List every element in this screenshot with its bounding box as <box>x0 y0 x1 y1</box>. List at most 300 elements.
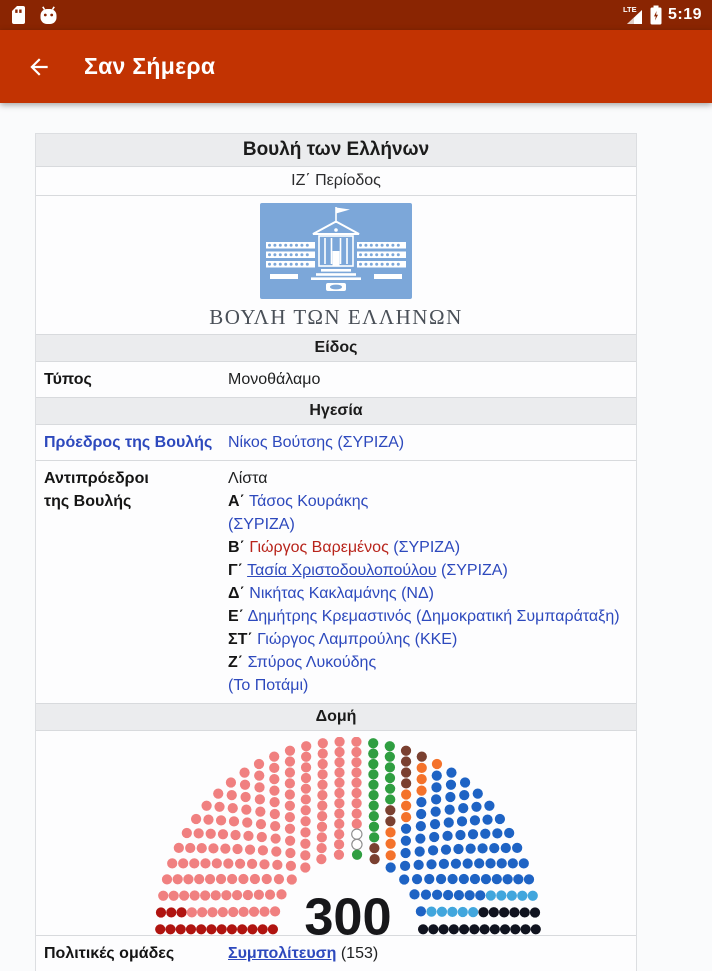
seat-dot-dark-red <box>196 924 206 934</box>
president-label-link[interactable]: Πρόεδρος της Βουλής <box>44 434 213 451</box>
seat-dot-salmon <box>243 890 253 900</box>
seat-dot-salmon <box>221 890 231 900</box>
seat-dot-salmon <box>334 839 344 849</box>
seat-dot-salmon <box>197 843 207 853</box>
seat-dot-salmon <box>211 890 221 900</box>
seat-dot-blue <box>482 814 492 824</box>
seat-dot-salmon <box>235 859 245 869</box>
seat-dot-blue <box>431 782 441 792</box>
seat-dot-dark-red <box>156 907 166 917</box>
seat-dot-black <box>438 924 448 934</box>
seat-dot-dark-red <box>217 924 227 934</box>
seat-dot-salmon <box>179 891 189 901</box>
vp-party-link[interactable]: (Το Ποτάμι) <box>228 677 309 694</box>
type-label: Τύπος <box>44 371 92 388</box>
seat-dot-orange <box>385 839 395 849</box>
android-head-icon <box>39 6 58 25</box>
infobox-title: Βουλή των Ελλήνων <box>36 134 636 166</box>
seat-dot-blue <box>412 874 422 884</box>
vp-name-link[interactable]: Τασία Χριστοδουλοπούλου <box>247 562 437 579</box>
seat-dot-salmon <box>351 778 361 788</box>
seat-dot-blue <box>421 889 431 899</box>
seat-dot-salmon <box>227 790 237 800</box>
seat-dot-brown <box>385 816 395 826</box>
seat-dot-blue <box>409 889 419 899</box>
seat-dot-salmon <box>285 746 295 756</box>
seat-dot-salmon <box>285 767 295 777</box>
vp-name-link[interactable]: Γιώργος Βαρεμένος <box>249 539 389 556</box>
seat-dot-green <box>385 773 395 783</box>
seat-dot-salmon <box>351 798 361 808</box>
seat-dot-orange <box>417 763 427 773</box>
seat-dot-blue <box>455 830 465 840</box>
seat-dot-blue <box>416 821 426 831</box>
parliament-diagram <box>143 737 553 935</box>
seat-dot-blue <box>459 790 469 800</box>
seat-dot-blue <box>471 802 481 812</box>
seat-dot-blue <box>400 861 410 871</box>
seat-dot-salmon <box>240 780 250 790</box>
seat-dot-blue <box>447 874 457 884</box>
seat-dot-salmon <box>185 843 195 853</box>
seat-dot-salmon <box>270 821 280 831</box>
seat-dot-salmon <box>317 780 327 790</box>
seat-dot-salmon <box>334 757 344 767</box>
seat-dot-salmon <box>317 790 327 800</box>
vp-item: ΣΤ΄ Γιώργος Λαμπρούλης (ΚΚΕ) <box>228 631 458 648</box>
seat-dot-salmon <box>285 848 295 858</box>
seat-dot-salmon <box>182 828 192 838</box>
vp-name-link[interactable]: Δημήτρης Κρεμαστινός <box>247 608 412 625</box>
seat-dot-green <box>385 762 395 772</box>
seat-dot-brown <box>417 752 427 762</box>
battery-charging-icon <box>650 5 662 25</box>
vp-item: Β΄ Γιώργος Βαρεμένος (ΣΥΡΙΖΑ) <box>228 539 461 556</box>
seat-dot-blue <box>458 803 468 813</box>
president-row <box>36 424 636 460</box>
vp-name-link[interactable]: Νικήτας Κακλαμάνης <box>249 585 397 602</box>
seat-dot-dark-red <box>268 924 278 934</box>
seat-dot-salmon <box>238 907 248 917</box>
seat-dot-brown <box>401 767 411 777</box>
seat-dot-salmon <box>242 817 252 827</box>
seat-dot-blue <box>416 809 426 819</box>
seat-dot-salmon <box>218 907 228 917</box>
seat-dot-salmon <box>301 741 311 751</box>
seat-dot-salmon <box>317 822 327 832</box>
seat-dot-green <box>368 738 378 748</box>
type-value: Μονοθάλαμο <box>228 371 321 388</box>
seat-dot-salmon <box>334 788 344 798</box>
seat-dot-salmon <box>189 858 199 868</box>
seat-dot-salmon <box>257 832 267 842</box>
seat-dot-brown <box>401 778 411 788</box>
seat-dot-blue <box>436 874 446 884</box>
president-name-link[interactable]: Νίκος Βούτσης <box>228 434 333 451</box>
seat-dot-salmon <box>226 777 236 787</box>
seat-dot-blue <box>415 846 425 856</box>
seat-dot-salmon <box>272 860 282 870</box>
seat-dot-green <box>369 801 379 811</box>
seat-dot-salmon <box>318 738 328 748</box>
seat-dot-blue <box>513 874 523 884</box>
seat-dot-orange <box>401 812 411 822</box>
vp-item-party-line <box>228 674 632 697</box>
seat-dot-black <box>478 907 488 917</box>
seat-dot-dark-red <box>237 924 247 934</box>
seat-dot-green <box>369 822 379 832</box>
seat-dot-dark-red <box>186 924 196 934</box>
seat-dot-white <box>352 839 362 849</box>
seat-dot-salmon <box>317 832 327 842</box>
seat-dot-salmon <box>200 890 210 900</box>
signal-triangle-icon <box>622 4 644 26</box>
status-bar <box>0 0 712 30</box>
seat-dot-salmon <box>183 874 193 884</box>
seat-dot-salmon <box>285 812 295 822</box>
seat-dot-blue <box>442 831 452 841</box>
seat-dot-light-blue <box>496 890 506 900</box>
seat-dot-salmon <box>174 843 184 853</box>
seat-dot-salmon <box>334 850 344 860</box>
seat-dot-salmon <box>318 748 328 758</box>
seat-dot-blue <box>444 817 454 827</box>
seat-dot-salmon <box>212 858 222 868</box>
total-seats-label: 300 <box>304 888 392 935</box>
seat-dot-salmon <box>351 788 361 798</box>
seat-dot-blue <box>512 843 522 853</box>
seat-dot-blue <box>459 874 469 884</box>
seat-dot-salmon <box>259 859 269 869</box>
clock: 5:19 <box>667 6 702 23</box>
seat-dot-salmon <box>247 859 257 869</box>
section-header-domi: Δομή <box>36 703 636 730</box>
seat-dot-salmon <box>241 805 251 815</box>
seat-dot-blue <box>415 833 425 843</box>
seat-dot-blue <box>432 770 442 780</box>
seat-dot-blue <box>443 890 453 900</box>
seat-dot-blue <box>481 874 491 884</box>
seat-dot-blue <box>466 844 476 854</box>
seat-dot-salmon <box>216 815 226 825</box>
seat-dot-salmon <box>229 816 239 826</box>
seat-dot-salmon <box>269 785 279 795</box>
seat-dot-blue <box>446 767 456 777</box>
vp-item: Ε΄ Δημήτρης Κρεμαστινός (Δημοκρατική Συμπαράταξη) <box>228 608 620 625</box>
seat-dot-salmon <box>301 794 311 804</box>
logo-caption: ΒΟΥΛΗ ΤΩΝ ΕΛΛΗΝΩΝ <box>209 305 463 329</box>
diagram-cell <box>36 730 636 935</box>
seat-dot-blue <box>426 859 436 869</box>
seat-dot-orange <box>386 850 396 860</box>
vp-item-party-line <box>228 513 632 536</box>
seat-dot-blue <box>508 858 518 868</box>
seat-dot-salmon <box>208 843 218 853</box>
seat-dot-dark-red <box>155 924 165 934</box>
seat-dot-salmon <box>194 828 204 838</box>
seat-dot-salmon <box>285 801 295 811</box>
article-content <box>0 103 712 971</box>
seat-dot-black <box>489 907 499 917</box>
seat-dot-dark-red <box>176 924 186 934</box>
seat-dot-blue <box>416 906 426 916</box>
seat-dot-brown <box>401 756 411 766</box>
seat-dot-blue <box>428 845 438 855</box>
seat-dot-salmon <box>334 829 344 839</box>
seat-dot-green <box>368 780 378 790</box>
seat-dot-salmon <box>271 846 281 856</box>
seat-dot-blue <box>485 858 495 868</box>
seat-dot-blue <box>453 844 463 854</box>
seat-dot-salmon <box>228 803 238 813</box>
seat-dot-green <box>369 832 379 842</box>
logo-cell <box>36 195 636 334</box>
seat-dot-salmon <box>300 827 310 837</box>
seat-dot-salmon <box>285 789 295 799</box>
seat-dot-salmon <box>269 774 279 784</box>
seat-dot-salmon <box>249 907 259 917</box>
seat-dot-salmon <box>243 831 253 841</box>
president-party-link[interactable]: (ΣΥΡΙΖΑ) <box>337 434 405 451</box>
seat-dot-green <box>385 784 395 794</box>
seat-dot-blue <box>430 819 440 829</box>
seat-dot-black <box>510 924 520 934</box>
seat-dot-salmon <box>300 862 310 872</box>
seat-dot-salmon <box>190 890 200 900</box>
seat-dot-green <box>368 790 378 800</box>
seat-dot-salmon <box>317 811 327 821</box>
seat-dot-salmon <box>300 816 310 826</box>
seat-dot-blue <box>465 890 475 900</box>
seat-dot-green <box>385 794 395 804</box>
seat-dot-salmon <box>270 809 280 819</box>
seat-dot-blue <box>463 858 473 868</box>
app-bar <box>0 30 712 103</box>
seat-dot-blue <box>475 890 485 900</box>
seat-dot-dark-red <box>176 907 186 917</box>
seat-dot-salmon <box>300 839 310 849</box>
seat-dot-blue <box>400 848 410 858</box>
seat-dot-salmon <box>285 824 295 834</box>
coalition-seat-count: (153) <box>340 945 379 962</box>
vp-item: Δ΄ Νικήτας Κακλαμάνης (ΝΔ) <box>228 585 434 602</box>
seat-dot-black <box>469 924 479 934</box>
political-groups-label: Πολιτικές ομάδες <box>44 945 175 962</box>
seat-dot-blue <box>497 858 507 868</box>
seat-dot-salmon <box>285 778 295 788</box>
seat-dot-salmon <box>254 782 264 792</box>
seat-dot-salmon <box>238 874 248 884</box>
seat-dot-salmon <box>301 784 311 794</box>
seat-dot-salmon <box>259 906 269 916</box>
seat-dot-salmon <box>269 763 279 773</box>
seat-dot-orange <box>416 785 426 795</box>
seat-dot-green <box>368 769 378 779</box>
seat-dot-salmon <box>256 819 266 829</box>
seat-dot-salmon <box>205 874 215 884</box>
seat-dot-black <box>520 907 530 917</box>
coalition-link[interactable]: Συμπολίτευση <box>228 945 337 962</box>
vp-name-link[interactable]: Γιώργος Λαμπρούλης <box>257 631 411 648</box>
seat-dot-blue <box>454 890 464 900</box>
seat-dot-blue <box>480 829 490 839</box>
seat-dot-blue <box>495 814 505 824</box>
seat-dot-orange <box>432 759 442 769</box>
seat-dot-salmon <box>178 858 188 868</box>
seat-dot-salmon <box>334 778 344 788</box>
seat-dot-salmon <box>158 891 168 901</box>
seat-dot-blue <box>489 843 499 853</box>
seat-dot-brown <box>369 843 379 853</box>
vp-party-link[interactable]: (ΝΔ) <box>401 585 434 602</box>
vp-item: Α΄ Τάσος Κουράκης <box>228 493 369 510</box>
seat-dot-salmon <box>351 757 361 767</box>
seat-dot-salmon <box>334 819 344 829</box>
seat-dot-salmon <box>351 737 361 747</box>
seat-dot-blue <box>439 859 449 869</box>
seat-dot-black <box>479 924 489 934</box>
seat-dot-blue <box>492 828 502 838</box>
seat-dot-salmon <box>352 808 362 818</box>
seat-dot-salmon <box>230 830 240 840</box>
seat-dot-salmon <box>285 836 295 846</box>
seat-dot-black <box>509 907 519 917</box>
seat-dot-dark-red <box>206 924 216 934</box>
seat-dot-salmon <box>169 891 179 901</box>
vp-list-label: Λίστα <box>228 470 268 487</box>
seat-dot-green <box>368 748 378 758</box>
notification-icons <box>10 5 58 25</box>
seat-dot-salmon <box>200 858 210 868</box>
seat-dot-blue <box>477 843 487 853</box>
seat-dot-salmon <box>187 907 197 917</box>
seat-dot-black <box>530 907 540 917</box>
seat-dot-black <box>418 924 428 934</box>
seat-dot-black <box>500 924 510 934</box>
seat-dot-salmon <box>239 767 249 777</box>
seat-dot-salmon <box>258 845 268 855</box>
sim-card-icon <box>10 5 27 25</box>
seat-dot-blue <box>474 858 484 868</box>
seat-dot-light-blue <box>447 907 457 917</box>
seat-dot-blue <box>446 780 456 790</box>
seat-dot-salmon <box>218 829 228 839</box>
vice-presidents-list <box>228 467 632 697</box>
seat-dot-salmon <box>271 833 281 843</box>
seat-dot-blue <box>416 797 426 807</box>
seat-dot-dark-red <box>166 907 176 917</box>
seat-dot-salmon <box>216 874 226 884</box>
seat-dot-salmon <box>301 805 311 815</box>
seat-dot-salmon <box>167 858 177 868</box>
seat-dot-green <box>385 752 395 762</box>
seat-dot-blue <box>504 828 514 838</box>
seat-dot-blue <box>502 874 512 884</box>
seat-dot-blue <box>445 805 455 815</box>
parliament-building-icon <box>260 203 412 299</box>
seat-dot-green <box>352 850 362 860</box>
seat-dot-salmon <box>254 770 264 780</box>
seat-dot-blue <box>470 874 480 884</box>
vp-party-link[interactable]: (ΚΚΕ) <box>414 631 458 648</box>
vp-name-link[interactable]: Τάσος Κουράκης <box>249 493 369 510</box>
seat-dot-blue <box>468 829 478 839</box>
seat-dot-salmon <box>201 801 211 811</box>
seat-dot-dark-red <box>247 924 257 934</box>
seat-dot-salmon <box>318 759 328 769</box>
seat-dot-green <box>385 741 395 751</box>
seat-dot-salmon <box>223 858 233 868</box>
seat-dot-salmon <box>228 907 238 917</box>
seat-dot-salmon <box>214 802 224 812</box>
seat-dot-brown <box>370 854 380 864</box>
seat-dot-salmon <box>286 861 296 871</box>
seat-dot-salmon <box>276 889 286 899</box>
seat-dot-salmon <box>316 854 326 864</box>
vp-party-link[interactable]: (Δημοκρατική Συμπαράταξη) <box>415 608 620 625</box>
seat-dot-salmon <box>250 874 260 884</box>
seat-dot-salmon <box>285 756 295 766</box>
seat-dot-white <box>352 829 362 839</box>
seat-dot-salmon <box>240 792 250 802</box>
seat-dot-blue <box>470 815 480 825</box>
seat-dot-salmon <box>351 747 361 757</box>
seat-dot-light-blue <box>468 907 478 917</box>
vp-name-link[interactable]: Σπύρος Λυκούδης <box>247 654 377 671</box>
arrow-left-icon <box>26 54 52 80</box>
seat-dot-salmon <box>269 797 279 807</box>
seat-dot-salmon <box>197 907 207 917</box>
vp-party-link[interactable]: (ΣΥΡΙΖΑ) <box>441 562 508 579</box>
seat-dot-salmon <box>301 762 311 772</box>
seat-dot-light-blue <box>426 906 436 916</box>
seat-dot-light-blue <box>486 890 496 900</box>
seat-dot-brown <box>385 805 395 815</box>
political-groups-row <box>36 935 636 971</box>
seat-dot-blue <box>445 792 455 802</box>
type-row <box>36 361 636 397</box>
seat-dot-orange <box>385 827 395 837</box>
seat-dot-salmon <box>265 889 275 899</box>
seat-dot-blue <box>460 777 470 787</box>
seat-dot-light-blue <box>517 891 527 901</box>
vp-party-link[interactable]: (ΣΥΡΙΖΑ) <box>228 516 295 533</box>
seat-dot-blue <box>429 832 439 842</box>
seat-dot-salmon <box>162 874 172 884</box>
seat-dot-dark-red <box>227 924 237 934</box>
seat-dot-blue <box>414 860 424 870</box>
seat-dot-dark-red <box>165 924 175 934</box>
back-button[interactable] <box>22 50 56 84</box>
seat-dot-blue <box>401 824 411 834</box>
vice-presidents-row <box>36 460 636 703</box>
infobox <box>35 133 637 971</box>
vp-party-link[interactable]: (ΣΥΡΙΖΑ) <box>393 539 461 556</box>
seat-dot-blue <box>431 806 441 816</box>
vice-presidents-label: Αντιπρόεδροι της Βουλής <box>44 470 149 510</box>
seat-dot-salmon <box>287 874 297 884</box>
seat-dot-salmon <box>173 874 183 884</box>
seat-dot-salmon <box>262 874 272 884</box>
seat-dot-salmon <box>352 819 362 829</box>
seat-dot-light-blue <box>437 907 447 917</box>
seat-dot-salmon <box>220 844 230 854</box>
seat-dot-green <box>369 811 379 821</box>
seat-dot-salmon <box>334 737 344 747</box>
seat-dot-blue <box>473 788 483 798</box>
seat-dot-blue <box>519 858 529 868</box>
section-header-eidos: Είδος <box>36 334 636 361</box>
